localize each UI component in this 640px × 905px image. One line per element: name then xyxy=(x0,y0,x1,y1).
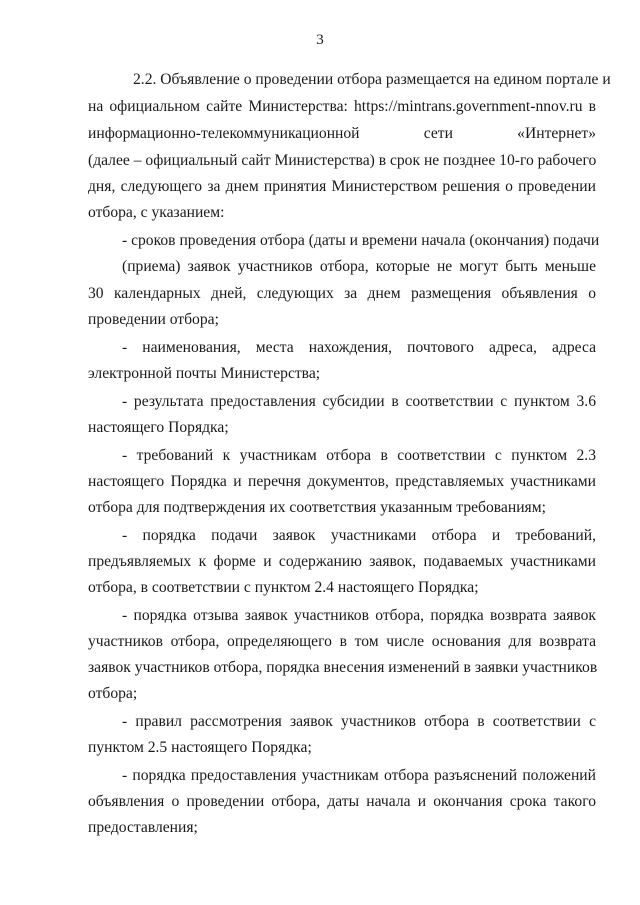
paragraph-2-2-line-2: на официальном сайте Министерства: https://mintrans.government-nnov.ru в xyxy=(88,98,596,115)
paragraph-2-2-line-6: отбора, с указанием: xyxy=(88,204,225,221)
paragraph-2-2-line-4: (далее – официальный сайт Министерства) в срок не позднее 10-го рабочего xyxy=(88,152,597,169)
list-item-withdrawal-line-4: отбора; xyxy=(88,685,138,702)
list-item-withdrawal-line-2: участников отбора, определяющего в том числе основания для возврата xyxy=(88,633,596,650)
list-item-clarifications-line-3: предоставления; xyxy=(88,819,198,836)
paragraph-2-2-line-5: дня, следующего за днем принятия Министерством решения о проведении xyxy=(88,178,596,195)
list-item-requirements-line-2: настоящего Порядка и перечня документов, представляемых участниками xyxy=(88,473,596,490)
list-item-deadlines-line-2: (приема) заявок участников отбора, которые не могут быть меньше xyxy=(122,258,596,275)
list-item-result-line-2: настоящего Порядка; xyxy=(88,419,229,436)
page-number: 3 xyxy=(316,32,324,48)
list-item-deadlines-line-4: проведении отбора; xyxy=(88,311,219,328)
list-item-result-line-1: - результата предоставления субсидии в соответствии с пунктом 3.6 xyxy=(122,393,596,410)
paragraph-2-2-line-1: 2.2. Объявление о проведении отбора размещается на едином портале и xyxy=(133,71,611,88)
list-item-requirements-line-3: отбора для подтверждения их соответствия указанным требованиям; xyxy=(88,499,546,516)
list-item-clarifications-line-2: объявления о проведении отбора, даты начала и окончания срока такого xyxy=(88,793,596,810)
list-item-submission-line-1: - порядка подачи заявок участниками отбора и требований, xyxy=(122,527,596,544)
list-item-contacts-line-1: - наименования, места нахождения, почтового адреса, адреса xyxy=(122,339,596,356)
list-item-review-rules-line-1: - правил рассмотрения заявок участников отбора в соответствии с xyxy=(122,713,596,730)
list-item-requirements-line-1: - требований к участникам отбора в соответствии с пунктом 2.3 xyxy=(122,447,596,464)
list-item-submission-line-2: предъявляемых к форме и содержанию заявок, подаваемых участниками xyxy=(88,553,596,570)
list-item-deadlines-line-3: 30 календарных дней, следующих за днем размещения объявления о xyxy=(88,285,596,302)
list-item-submission-line-3: отбора, в соответствии с пунктом 2.4 настоящего Порядка; xyxy=(88,579,479,596)
list-item-review-rules-line-2: пунктом 2.5 настоящего Порядка; xyxy=(88,739,312,756)
list-item-deadlines-line-1: - сроков проведения отбора (даты и времени начала (окончания) подачи xyxy=(122,232,600,249)
list-item-withdrawal-line-1: - порядка отзыва заявок участников отбора, порядка возврата заявок xyxy=(122,607,596,624)
paragraph-2-2-line-3: информационно-телекоммуникационной сети «Интернет» xyxy=(88,125,596,142)
list-item-clarifications-line-1: - порядка предоставления участникам отбора разъяснений положений xyxy=(122,767,596,784)
list-item-contacts-line-2: электронной почты Министерства; xyxy=(88,365,321,382)
list-item-withdrawal-line-3: заявок участников отбора, порядка внесения изменений в заявки участников xyxy=(88,659,598,676)
